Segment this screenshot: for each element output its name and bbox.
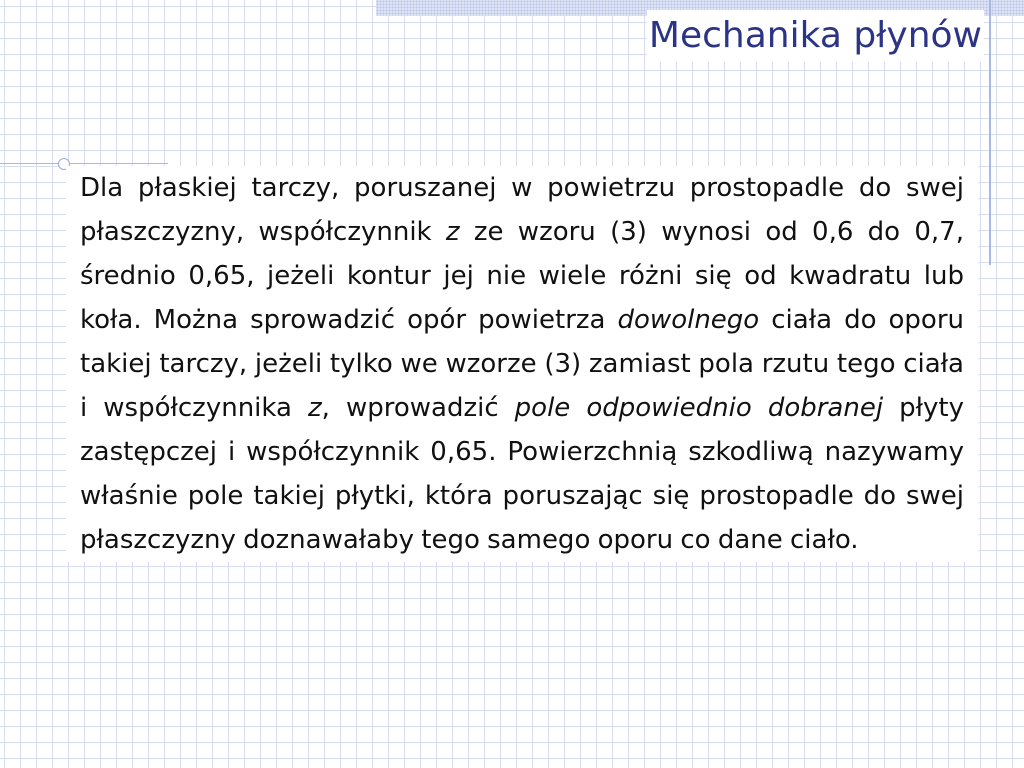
italic-run: pole odpowiednio dobranej xyxy=(514,393,884,423)
italic-run: z xyxy=(307,393,322,423)
text-run: , wprowadzić xyxy=(321,393,515,423)
slide-body xyxy=(66,166,978,562)
text-run: ze wzoru (3) wynosi od 0,6 do 0,7, średnio 0,65, jeżeli kontur jej nie wiele różni się od kwadratu lub koła. Można sprowadzić opór powietrza xyxy=(80,217,964,335)
italic-run: z xyxy=(445,217,460,247)
slide-title: Mechanika płynów xyxy=(647,10,984,62)
text-run: płyty zastępczej i współczynnik 0,65. Powierzchnią szkodliwą nazywamy właśnie pole takiej płytki, która poruszając się prostopadle do swej płaszczyzny doznawałaby tego samego oporu co dane ciało. xyxy=(80,393,964,555)
decor-vertical-line-right xyxy=(989,0,991,265)
text-run: Dla płaskiej tarczy, poruszanej w powietrzu prostopadle do swej płaszczyzny, współczynnik xyxy=(80,173,964,247)
italic-run: dowolnego xyxy=(617,305,760,335)
text-run: ciała do oporu takiej tarczy, jeżeli tylko we wzorze (3) zamiast pola rzutu tego ciała i współczynnika xyxy=(80,305,964,423)
decor-horizontal-line xyxy=(0,163,168,164)
body-paragraph xyxy=(80,166,964,562)
